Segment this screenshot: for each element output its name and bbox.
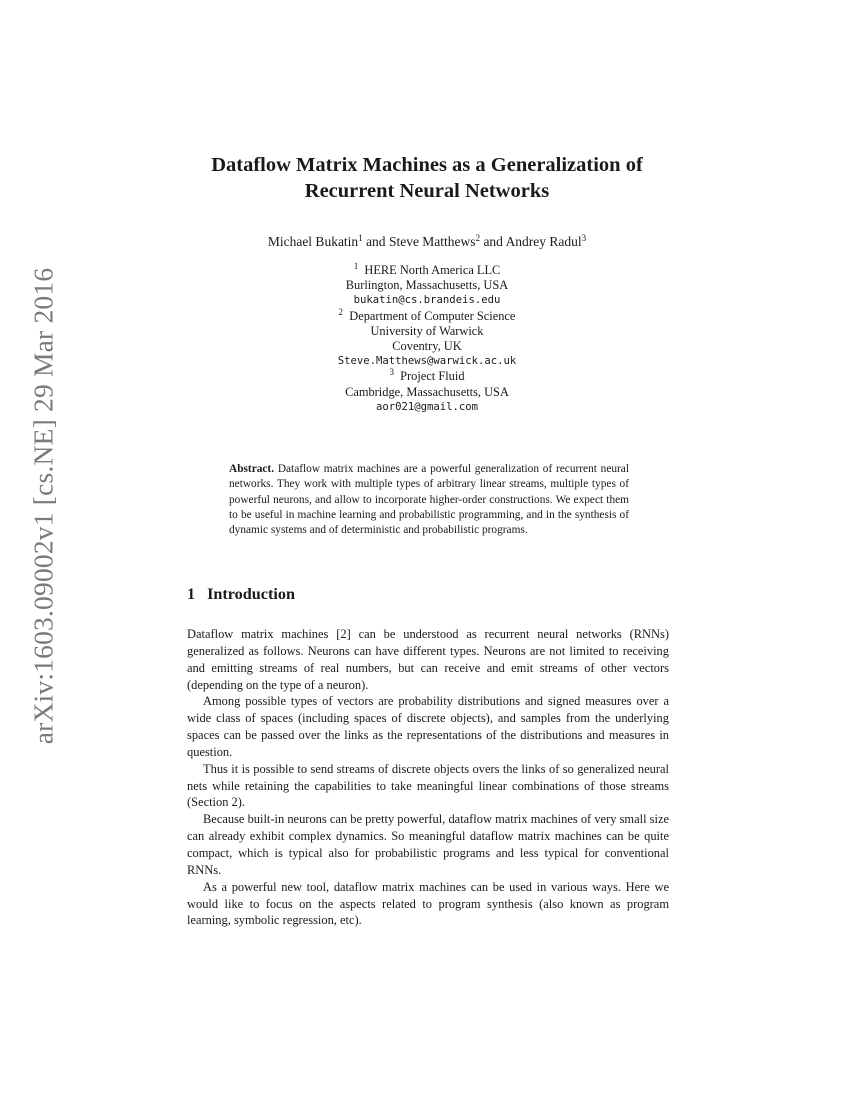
section-number: 1 — [187, 585, 196, 603]
arxiv-stamp — [18, 256, 68, 756]
affiliation-org-secondary: University of Warwick — [370, 323, 484, 338]
affiliation-email[interactable]: aor021@gmail.com — [375, 400, 479, 413]
arxiv-stamp-text: arXiv:1603.09002v1 [cs.NE] 29 Mar 2016 — [27, 267, 58, 745]
author-affil-mark: 3 — [581, 233, 587, 243]
affil-mark: 2 — [338, 306, 344, 317]
affiliation-location: Coventry, UK — [392, 339, 462, 354]
section-heading — [187, 585, 295, 604]
affiliation-email[interactable]: Steve.Matthews@warwick.ac.uk — [337, 355, 517, 368]
abstract-label: Abstract. — [229, 463, 275, 475]
author-list — [120, 234, 734, 250]
affil-mark: 1 — [353, 261, 359, 271]
author-name: Steve Matthews — [388, 234, 476, 249]
author-separator: and — [480, 234, 506, 249]
affiliation-location: Burlington, Massachusetts, USA — [345, 278, 509, 293]
section-body — [187, 626, 669, 929]
affiliation-org: $^2$ Department of Computer Science — [338, 306, 516, 323]
author-affil-mark: 2 — [475, 233, 481, 243]
author-name: Michael Bukatin — [267, 234, 359, 249]
affiliation-org: $^1$ HERE North America LLC — [353, 261, 501, 277]
author-separator: and — [362, 234, 389, 249]
affiliation-org: $^3$ Project Fluid — [389, 367, 465, 384]
abstract-text: Dataflow matrix machines are a powerful generalization of recurrent neural networks. They work with multiple types of arbitrary linear streams, multiple types of powerful neurons, and allow to incorporate higher-order constructions. We expect them to be useful in machine learning and probabilistic programming, and in the synthesis of dynamic systems and of deterministic and probabilistic programs. — [229, 463, 629, 536]
title-line-1: Dataflow Matrix Machines as a Generalization of — [211, 154, 643, 176]
paragraph: As a powerful new tool, dataflow matrix machines can be used in various ways. Here we would like to focus on the aspects related to program synthesis (also known as program learning, symbolic regression, etc). — [187, 879, 669, 928]
affiliation-location: Cambridge, Massachusetts, USA — [345, 384, 509, 399]
paragraph: Thus it is possible to send streams of discrete objects overs the links of so generalized neural nets while retaining the capabilities to take meaningful linear combinations of those streams (Section 2). — [187, 761, 669, 810]
affiliations — [200, 263, 654, 415]
title-line-2: Recurrent Neural Networks — [304, 180, 550, 202]
section-title: Introduction — [207, 585, 295, 603]
paragraph: Among possible types of vectors are probability distributions and signed measures over a wide class of spaces (including spaces of discrete objects), and samples from the underlying spaces can be passed over the links as the representations of the distributions and measures in question. — [187, 694, 669, 759]
paragraph: Dataflow matrix machines [2] can be understood as recurrent neural networks (RNNs) generalized as follows. Neurons can have different types. Neurons are not limited to receiving and emitting streams of real numbers, but can receive and emit streams of other vectors (depending on the type of a neuron). — [187, 627, 669, 692]
author-name: Andrey Radul — [505, 234, 582, 249]
author-affil-mark: 1 — [358, 233, 363, 243]
affil-mark: 3 — [389, 367, 394, 378]
paragraph: Because built-in neurons can be pretty powerful, dataflow matrix machines of very small size can already exhibit complex dynamics. So meaningful dataflow matrix machines can be quite compact, which is typical also for probabilistic programs and less typical for conventional RNNs. — [187, 812, 669, 877]
abstract — [229, 462, 629, 538]
paper-title — [120, 152, 734, 204]
affiliation-email[interactable]: bukatin@cs.brandeis.edu — [353, 294, 501, 307]
